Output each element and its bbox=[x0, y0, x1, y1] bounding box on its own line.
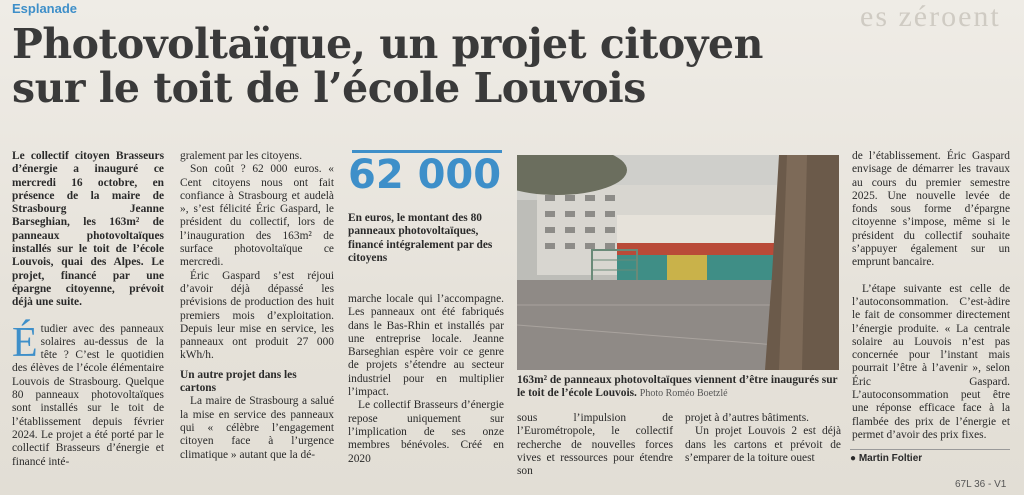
headline-line-1: Photovoltaïque, un projet citoyen bbox=[12, 20, 763, 68]
photo-caption-block bbox=[517, 374, 839, 401]
author-bullet-icon: ● bbox=[850, 453, 859, 464]
col1-body bbox=[12, 319, 164, 469]
school-photo-illustration bbox=[517, 155, 839, 370]
section-label: Esplanade bbox=[12, 1, 78, 16]
drop-cap: É bbox=[12, 319, 38, 366]
col1-body-text: tudier avec des panneaux solaires au-dessus de la tête ? C’est le quotidien des élèves de l’école élémentaire Louvois de Strasbourg. Quelque 80 panneaux photovoltaïques sont installés sur le toit de l’établissement depuis février 2024. Le projet a été porté par le collectif Brasseurs d’énergie et financé inté- bbox=[12, 322, 164, 468]
col2-subheading: Un autre projet dans les cartons bbox=[180, 368, 297, 395]
col5-p1: projet à d’autres bâtiments. bbox=[685, 412, 809, 424]
column-3 bbox=[348, 293, 504, 466]
headline bbox=[12, 22, 862, 110]
col4-p1: sous l’impulsion de l’Eurométropole, le collectif recherche de nouvelles forces vives et ressources pour étendre son bbox=[517, 412, 673, 478]
column-4 bbox=[517, 412, 673, 478]
headline-line-2: sur le toit de l’école Louvois bbox=[12, 64, 646, 112]
photo-credit: Photo Roméo Boetzlé bbox=[639, 388, 728, 400]
key-figure-caption: En euros, le montant des 80 panneaux photovoltaïques, financé intégralement par des citoyens bbox=[348, 212, 493, 264]
col2-p2: Son coût ? 62 000 euros. « Cent citoyens nous ont fait confiance à Strasbourg et audelà », s’est félicité Éric Gaspard, le président du collectif, lors de l’inauguration des 163m² de surface photovoltaïque ce mercredi. bbox=[180, 163, 334, 269]
photo-caption: 163m² de panneaux photovoltaïques viennent d’être inaugurés sur le toit de l’école Louvois. bbox=[517, 374, 838, 400]
key-figure: 62 000 bbox=[348, 152, 502, 198]
col3-p1: marche locale qui l’accompagne. Les panneaux ont été fabriqués dans le Bas-Rhin et installés par une entreprise locale. Jeanne Barseghian espère voir ce genre de projets s’étendre au secteur industriel pour en multiplier l’impact. bbox=[348, 293, 504, 399]
col5-p2: Un projet Louvois 2 est déjà dans les cartons et prévoit de s’emparer de la toiture ouest bbox=[685, 425, 841, 464]
author bbox=[850, 453, 922, 464]
col6-p2: L’étape suivante est celle de l’autoconsommation. C’est-àdire le fait de consommer directement l’énergie produite. « La centrale solaire au Louvois n’est pas concernée pour l’instant mais pourrait l’être à l’avenir », selon Éric Gaspard. L’autoconsommation peut être une réponse efficace face à la flambée des prix de l’énergie et permet d’avoir des prix fixes. bbox=[852, 282, 1010, 441]
col6-p1: de l’établissement. Éric Gaspard envisage de démarrer les travaux au cours du premier semestre 2025. Une nouvelle levée de fonds sous forme d’épargne citoyenne s’impose, même si le président du collectif souhaite s’appuyer également sur un emprunt bancaire. bbox=[852, 150, 1010, 269]
author-name: Martin Foltier bbox=[858, 453, 923, 464]
school-photo bbox=[517, 155, 839, 370]
chapo: Le collectif citoyen Brasseurs d’énergie a inauguré ce mercredi 16 octobre, en présence de la maire de Strasbourg Jeanne Barseghian, les 163m² de panneaux photovoltaïques installés sur le toit de l’école Louvois, quai des Alpes. Le projet, financé par une épargne citoyenne, prévoit déjà une suite. bbox=[12, 150, 164, 309]
col2-p1: gralement par les citoyens. bbox=[180, 150, 303, 162]
column-2 bbox=[180, 150, 334, 462]
column-1 bbox=[12, 150, 164, 469]
folio: 67L 36 - V1 bbox=[955, 479, 1007, 490]
column-6 bbox=[852, 150, 1010, 442]
col2-p4: La maire de Strasbourg a salué la mise en service des panneaux qui « célèbre l’engagement citoyen face à l’urgence climatique » autant que la dé- bbox=[180, 395, 334, 461]
bleed-through-text: es zéroent bbox=[860, 0, 1001, 33]
col3-p2: Le collectif Brasseurs d’énergie repose uniquement sur l’implication de ses onze membres bénévoles. Créé en 2020 bbox=[348, 399, 504, 465]
column-5 bbox=[685, 412, 841, 465]
author-rule bbox=[850, 449, 1010, 450]
col2-p3: Éric Gaspard s’est réjoui d’avoir déjà dépassé les prévisions de production des huit premiers mois d’exploitation. Depuis leur mise en service, les panneaux ont produit 27 000 kWh/h. bbox=[180, 269, 334, 362]
